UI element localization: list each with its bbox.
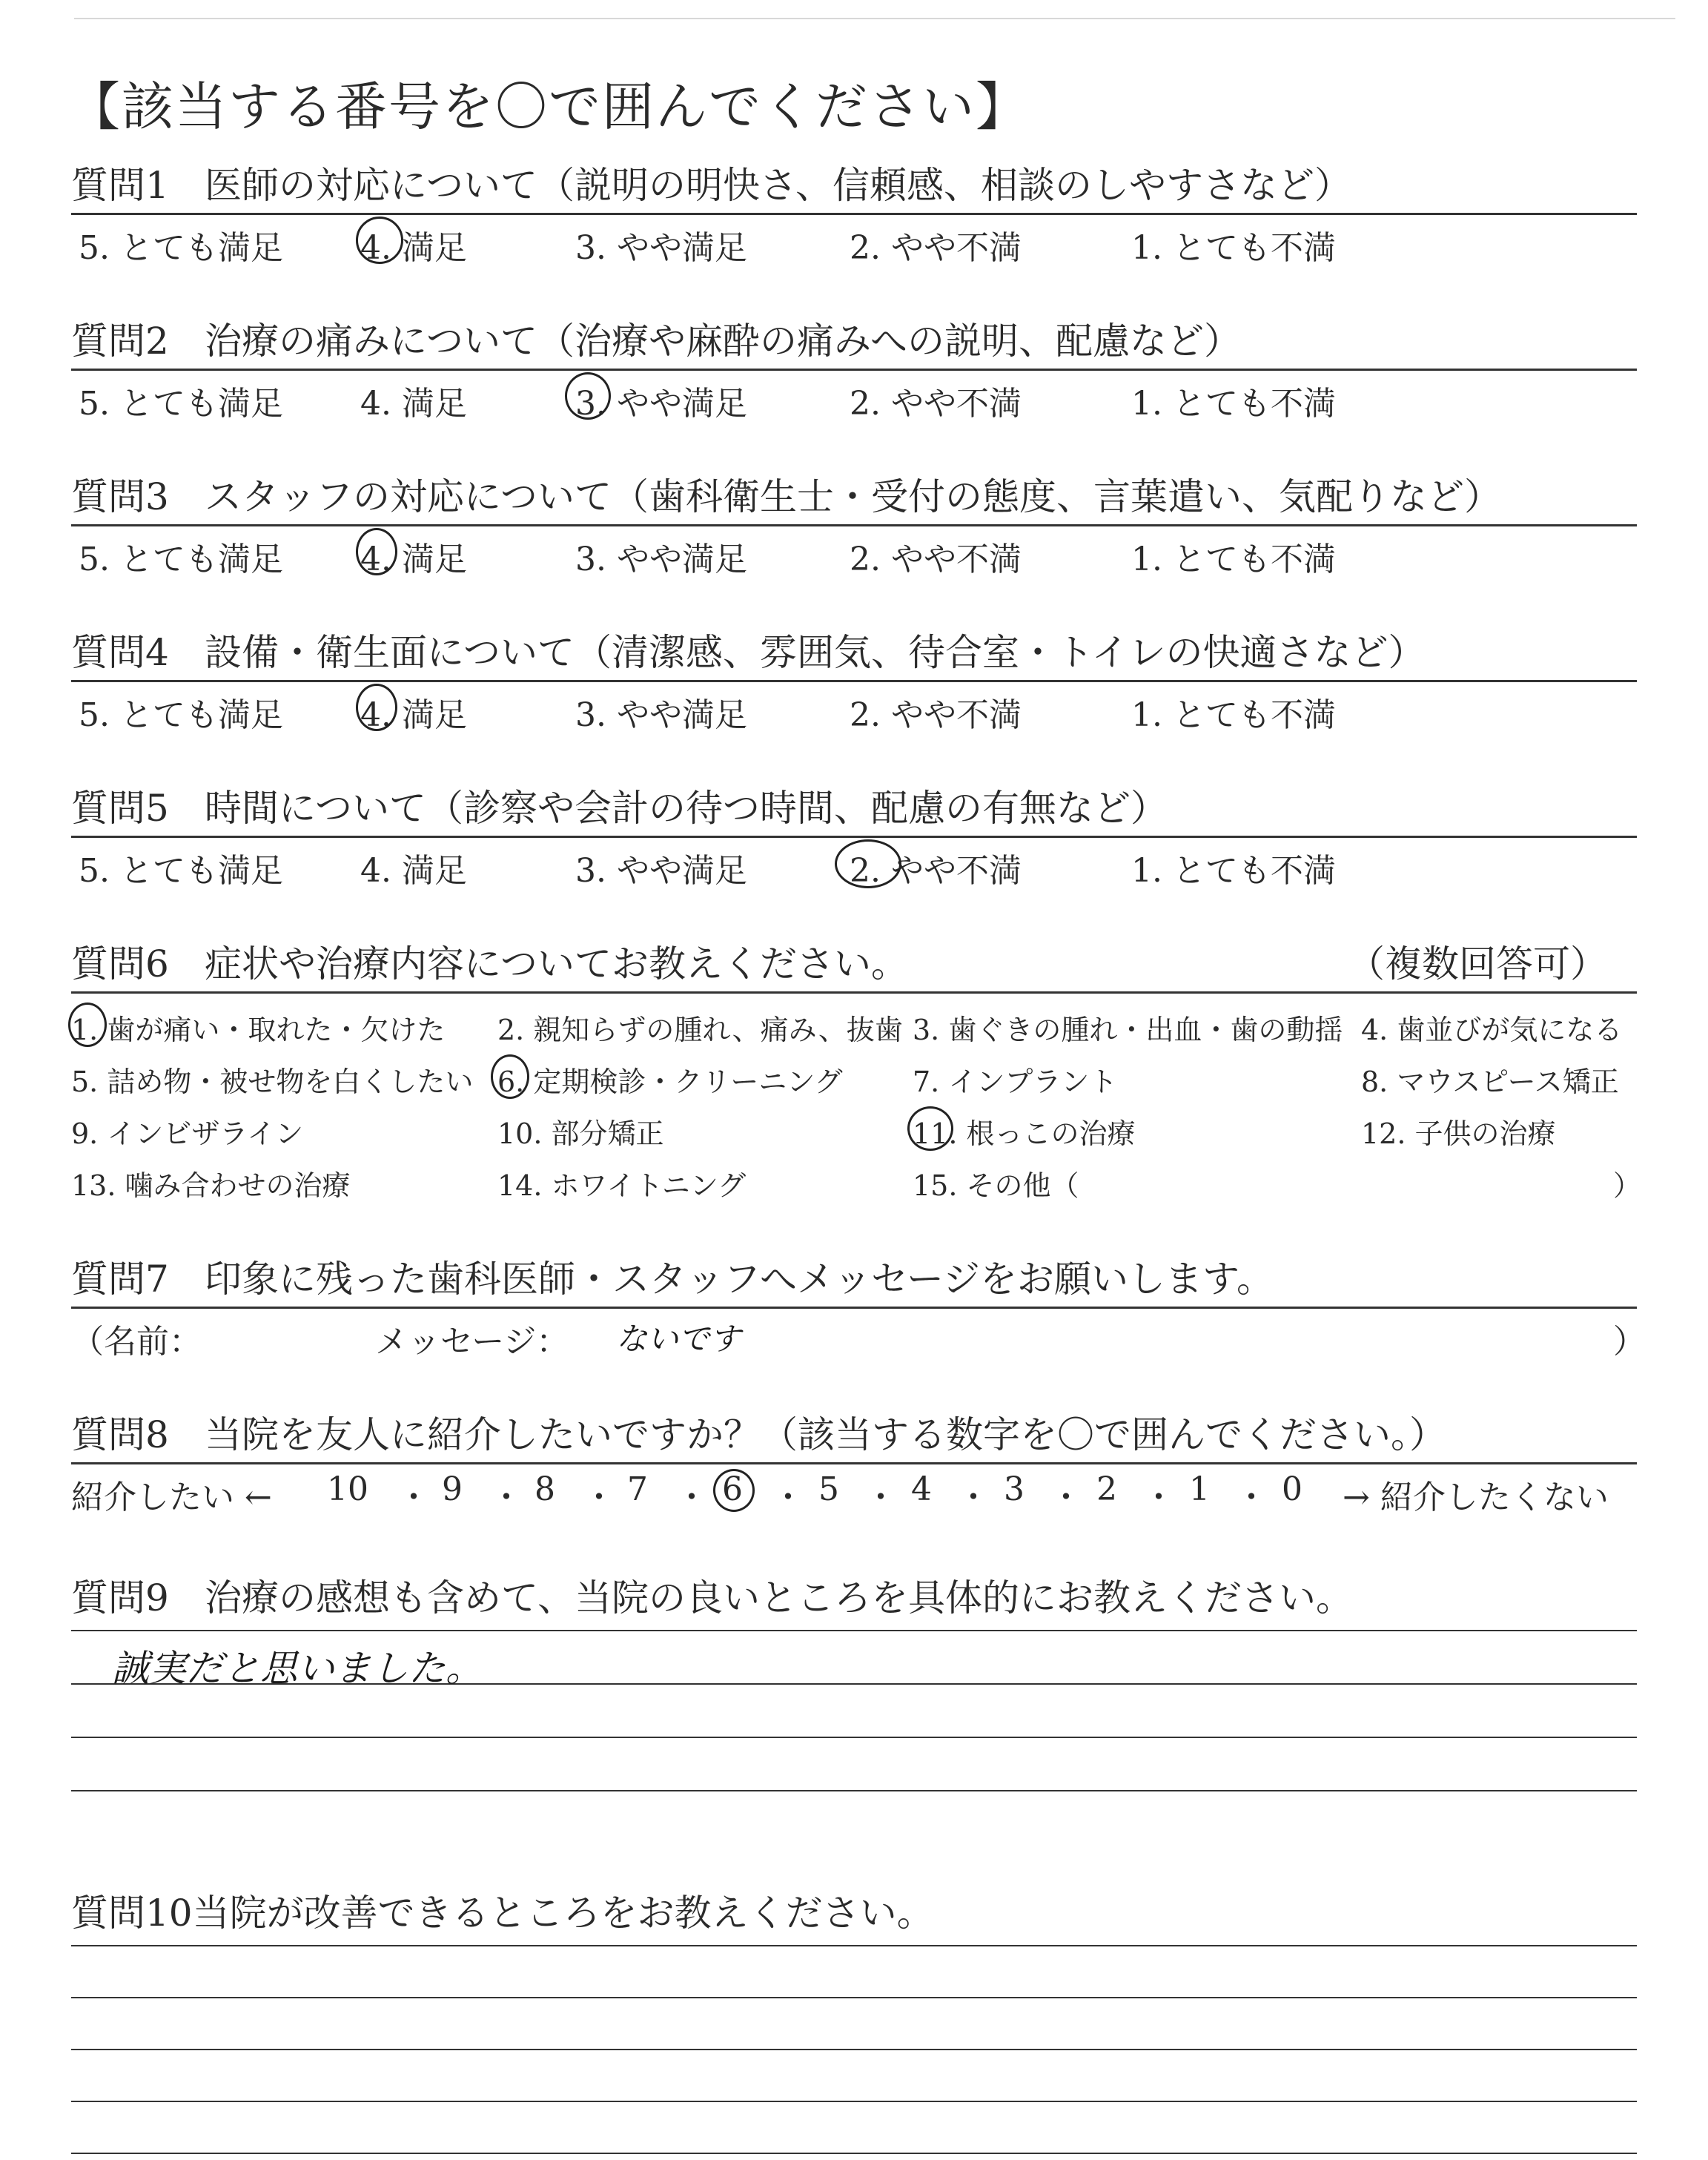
symptom-option-11[interactable]: 11. 根っこの治療 (913, 1117, 1136, 1150)
selection-circle (907, 1106, 953, 1151)
question-title: 設備・衛生面について（清潔感、雰囲気、待合室・トイレの快適さなど） (205, 631, 1426, 674)
scale-value-7[interactable]: 7 (627, 1470, 648, 1508)
scale-value-3[interactable]: 3 (1004, 1470, 1025, 1508)
scale-dot: ・ (675, 1479, 708, 1516)
rating-option-1[interactable]: 1. とても不満 (1131, 229, 1336, 267)
selection-circle (491, 1054, 529, 1099)
question-9 (71, 1572, 1637, 1791)
rating-option-1[interactable]: 1. とても不満 (1131, 696, 1336, 734)
rating-option-5[interactable]: 5. とても満足 (79, 696, 283, 734)
rating-options (71, 682, 1637, 734)
scale-right-label: → 紹介したくない (1343, 1479, 1609, 1516)
rating-option-2[interactable]: 2. やや不満 (850, 385, 1022, 423)
question-title: 治療の感想も含めて、当院の良いところを具体的にお教えください。 (205, 1576, 1353, 1619)
message-row (71, 1309, 1646, 1361)
question-number: 質問1 (71, 164, 169, 207)
recommendation-scale (71, 1464, 1637, 1516)
rating-option-3[interactable]: 3. やや満足 (575, 696, 747, 734)
question-number: 質問2 (71, 320, 169, 363)
answer-line (71, 1790, 1637, 1791)
scale-value-2[interactable]: 2 (1096, 1470, 1117, 1508)
scale-dot: ・ (1235, 1479, 1268, 1516)
question-number: 質問3 (71, 475, 169, 518)
rating-option-5[interactable]: 5. とても満足 (79, 385, 283, 423)
message-handwritten-answer[interactable]: ないです (616, 1321, 741, 1357)
symptom-option-9[interactable]: 9. インビザライン (71, 1117, 304, 1150)
question-3 (71, 471, 1637, 578)
question-title: 当院を友人に紹介したいですか？（該当する数字を〇で囲んでください。） (205, 1413, 1446, 1456)
scale-value-0[interactable]: 0 (1282, 1470, 1302, 1508)
form-header: 【該当する番号を〇で囲んでください】 (68, 76, 1029, 137)
rating-option-2[interactable]: 2. やや不満 (850, 541, 1022, 578)
rating-option-5[interactable]: 5. とても満足 (79, 852, 283, 890)
other-close-paren: ） (1613, 1169, 1642, 1202)
rating-option-2[interactable]: 2. やや不満 (850, 696, 1022, 734)
selection-circle (356, 217, 403, 264)
rating-option-5[interactable]: 5. とても満足 (79, 229, 283, 267)
rating-option-4[interactable]: 4. 満足 (360, 541, 467, 578)
selection-circle (356, 684, 397, 731)
scale-value-8[interactable]: 8 (534, 1470, 555, 1508)
symptom-option-15[interactable]: 15. その他（ (913, 1169, 1079, 1202)
question-title: 時間について（診察や会計の待つ時間、配慮の有無など） (205, 787, 1168, 830)
rating-option-1[interactable]: 1. とても不満 (1131, 385, 1336, 423)
selection-circle (68, 1003, 107, 1047)
answer-line (71, 2153, 1637, 2154)
selection-circle (356, 528, 397, 575)
message-label: メッセージ： (375, 1323, 569, 1361)
symptom-option-5[interactable]: 5. 詰め物・被せ物を白くしたい (71, 1066, 474, 1098)
symptom-option-10[interactable]: 10. 部分矯正 (497, 1117, 664, 1150)
question-number: 質問9 (71, 1576, 169, 1619)
question-2 (71, 315, 1637, 423)
question-number: 質問6 (71, 942, 169, 985)
rating-option-4[interactable]: 4. 満足 (360, 229, 467, 267)
scale-value-9[interactable]: 9 (442, 1470, 463, 1508)
question-title: 印象に残った歯科医師・スタッフへメッセージをお願いします。 (205, 1258, 1274, 1301)
symptom-option-1[interactable]: 1. 歯が痛い・取れた・欠けた (71, 1014, 446, 1046)
scale-dot: ・ (1050, 1479, 1082, 1516)
symptom-option-7[interactable]: 7. インプラント (913, 1066, 1118, 1098)
question-5 (71, 782, 1637, 890)
rating-option-2[interactable]: 2. やや不満 (850, 229, 1022, 267)
rating-option-3[interactable]: 3. やや満足 (575, 229, 747, 267)
rating-option-1[interactable]: 1. とても不満 (1131, 541, 1336, 578)
rating-option-4[interactable]: 4. 満足 (360, 385, 467, 423)
symptom-option-8[interactable]: 8. マウスピース矯正 (1361, 1066, 1619, 1098)
selection-circle (713, 1469, 755, 1512)
answer-area (71, 1631, 1637, 1690)
top-border-line (74, 18, 1675, 19)
question-10 (71, 1887, 1637, 2154)
symptom-options (71, 994, 1642, 1209)
rating-option-5[interactable]: 5. とても満足 (79, 541, 283, 578)
question-number: 質問7 (71, 1258, 169, 1301)
question-title: 医師の対応について（説明の明快さ、信頼感、相談のしやすさなど） (205, 164, 1351, 207)
question-7 (71, 1253, 1646, 1361)
scale-dot: ・ (957, 1479, 990, 1516)
symptom-option-3[interactable]: 3. 歯ぐきの腫れ・出血・歯の動揺 (913, 1014, 1343, 1046)
question-number: 質問8 (71, 1413, 169, 1456)
scale-value-4[interactable]: 4 (911, 1470, 932, 1508)
rating-option-1[interactable]: 1. とても不満 (1131, 852, 1336, 890)
multiple-answer-note: （複数回答可） (1348, 942, 1607, 985)
good-points-handwritten-answer[interactable]: 誠実だと思いました。 (112, 1647, 483, 1690)
message-close-paren: ） (1613, 1323, 1646, 1361)
question-6 (71, 938, 1642, 1209)
question-number: 質問5 (71, 787, 169, 830)
scale-dot: ・ (583, 1479, 615, 1516)
name-label: （名前： (71, 1323, 202, 1361)
scale-value-1[interactable]: 1 (1189, 1470, 1210, 1508)
rating-options (71, 838, 1637, 890)
symptom-option-14[interactable]: 14. ホワイトニング (497, 1169, 747, 1202)
scale-dot: ・ (772, 1479, 804, 1516)
rating-option-3[interactable]: 3. やや満足 (575, 541, 747, 578)
symptom-option-13[interactable]: 13. 噛み合わせの治療 (71, 1169, 351, 1202)
scale-dot: ・ (397, 1479, 430, 1516)
symptom-option-12[interactable]: 12. 子供の治療 (1361, 1117, 1556, 1150)
rating-option-3[interactable]: 3. やや満足 (575, 385, 747, 423)
symptom-option-4[interactable]: 4. 歯並びが気になる (1361, 1014, 1623, 1046)
question-number: 質問4 (71, 631, 169, 674)
question-number: 質問10 (71, 1892, 193, 1935)
question-title: スタッフの対応について（歯科衛生士・受付の態度、言葉遣い、気配りなど） (205, 475, 1501, 518)
question-title: 症状や治療内容についてお教えください。 (205, 942, 908, 985)
rating-option-2[interactable]: 2. やや不満 (850, 852, 1022, 890)
symptom-option-6[interactable]: 6. 定期検診・クリーニング (497, 1066, 843, 1098)
selection-circle (835, 839, 901, 888)
question-title: 当院が改善できるところをお教えください。 (192, 1892, 934, 1935)
scale-dot: ・ (490, 1479, 523, 1516)
question-8 (71, 1409, 1637, 1516)
question-title: 治療の痛みについて（治療や麻酔の痛みへの説明、配慮など） (205, 320, 1241, 363)
rating-option-3[interactable]: 3. やや満足 (575, 852, 747, 890)
question-1 (71, 159, 1637, 267)
rating-options (71, 371, 1637, 423)
rating-options (71, 215, 1637, 267)
symptom-option-2[interactable]: 2. 親知らずの腫れ、痛み、抜歯 (497, 1014, 903, 1046)
scale-value-10[interactable]: 10 (327, 1470, 368, 1508)
question-4 (71, 627, 1637, 734)
scale-dot: ・ (1142, 1479, 1175, 1516)
scale-value-5[interactable]: 5 (818, 1470, 839, 1508)
rating-options (71, 526, 1637, 578)
selection-circle (565, 372, 611, 420)
rating-option-4[interactable]: 4. 満足 (360, 696, 467, 734)
rating-option-4[interactable]: 4. 満足 (360, 852, 467, 890)
scale-value-6[interactable]: 6 (722, 1470, 743, 1508)
scale-dot: ・ (864, 1479, 897, 1516)
scale-left-label: 紹介したい ← (71, 1479, 272, 1516)
